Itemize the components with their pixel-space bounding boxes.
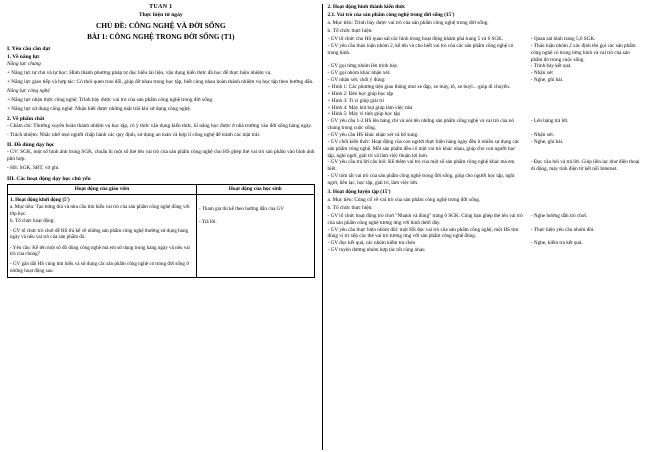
- general-competency-item-2: + Năng lực giao tiếp và hợp tác: Có thói quen trao đổi, giúp đỡ nhau trong học tập, biết cùng nhau hoàn thành nhiệm vụ học tập theo hướng dẫn.: [7, 79, 314, 86]
- teacher-step: - GV tóm tắt vai trò của sản phẩm công nghệ trong đời sống, giúp cho người học tập, nghỉ ngơi, liên lạc, học tập, giải trí, làm việc lớn.: [327, 173, 515, 186]
- activity-warmup-goal: a. Mục tiêu: Tạo hứng thú và nhu cầu tìm hiểu vai trò của sản phẩm công nghệ đúng với lớp học.: [10, 204, 190, 217]
- table-row: [328, 43, 644, 64]
- tech-competency-label: Năng lực công nghệ: [7, 88, 50, 95]
- activity-practice-heading: 3. Hoạt động luyện tập (15'): [327, 188, 391, 195]
- teacher-activity-cell: [8, 195, 197, 277]
- week-label: TUẦN 1: [149, 4, 173, 10]
- teacher-step: + Hình 1: Các phương tiện giao thông như xe đạp, xe máy, tô, xe buýt... giúp di chuyển.: [327, 83, 511, 90]
- table-row: [328, 132, 644, 139]
- student-step: [527, 111, 644, 118]
- table-row: [328, 159, 644, 173]
- general-competency-item-1: + Năng lực tự chủ và tự học: Hình thành phương pháp tự đọc hiểu tài liệu, vận dụng kiến thức đã học để thực hiện nhiệm vụ.: [7, 70, 272, 77]
- teacher-step: + Hình 3: Ti vi giúp giải trí: [327, 97, 384, 104]
- right-column: [324, 4, 646, 450]
- column-divider: [322, 4, 323, 450]
- teacher-step: - GV yêu cầu thảo luận nhóm 2, kể tên và cho biết vai trò của các sản phẩm công nghệ có trong hình.: [327, 42, 514, 56]
- student-step: [527, 84, 644, 91]
- teacher-step: - GV chốt kiến thức: Hoạt động của con người thực hiện hàng ngày đều ít nhiều sự dụng các sản phẩm công nghệ. Mỗi sản phẩm đều có một vai trò khác nhau, giúp cho con người học tập, nghỉ ngơi, giải trí và làm việc thuận lợi hơn.: [327, 138, 520, 159]
- practice-activity-table: [328, 213, 644, 254]
- table-row: [328, 247, 644, 254]
- teacher-step: - GV yêu cầu 1-2 HS lên bảng chỉ và nói tên những sản phẩm công nghệ và vai trò của nó chúng trong cuộc sống.: [327, 118, 514, 132]
- table-row: [328, 36, 644, 43]
- student-step: - Trình bày kết quả: [530, 63, 571, 70]
- student-step: [527, 91, 644, 98]
- student-step: [527, 247, 644, 254]
- teacher-step: - GV tổ chức cho HS quan sát các hình trong hoạt động khám phá trang 5 và 6 SGK.: [327, 35, 504, 42]
- teacher-step: - GV đọc kết quả, các nhóm kiểm tra chéo: [327, 240, 416, 247]
- table-row: [328, 227, 644, 241]
- student-step: [527, 98, 644, 105]
- teacher-step: - GV gọi nhóm khác nhận xét.: [327, 70, 391, 77]
- quality-item-2: - Trách nhiệm: Nhắc nhở mọi người chấp hành các quy định, sử dụng an toàn và hợp lí công nghệ để tránh các mặt trái.: [7, 131, 261, 138]
- lesson-title: BÀI 1: CÔNG NGHỆ TRONG ĐỜI SỐNG (T1): [87, 33, 235, 41]
- student-step: - Đọc câu hỏi và trả lời. Giúp liên lạc như điện thoại di động, máy tính điện tử kết nối Internet.: [530, 159, 640, 173]
- subsection-competency-heading: 1. Về năng lực: [7, 54, 40, 60]
- table-row: [328, 98, 644, 105]
- teacher-step: - GV tuyên dương nhóm hợp tác tốt cùng nhau: [327, 247, 425, 254]
- activity-practice-organize: b. Tổ chức thực hiện:: [327, 204, 373, 211]
- student-step: - Lên bảng trả lời.: [530, 118, 569, 125]
- student-step: - Nhận xét: [530, 70, 553, 77]
- col-header-student: Hoạt động của học sinh: [196, 184, 314, 195]
- teacher-step: - GV gọi từng nhóm lên trình bày.: [327, 63, 399, 70]
- teacher-step: + Hình 5: Máy vi tính giúp học tập: [327, 111, 400, 118]
- student-step: - Thảo luận nhóm 2 xác định tên gọi các sản phẩm công nghệ có trong từng hình và vai trò của sản phẩm đó trong cuộc sống.: [530, 42, 636, 63]
- table-row: [328, 105, 644, 112]
- tech-competency-item-2: + Năng lực sử dụng công nghệ: Nhận biết được những mặt trái khi sử dụng công nghệ.: [7, 106, 192, 113]
- teacher-step: - GV yêu cầu thực hiện nhóm đôi: một HS đọc vai trò của sản phẩm công nghệ, một HS tìm đúng vị trí xếp các thẻ vai trò tương ứng với sản phẩm công nghệ đúng.: [327, 226, 519, 240]
- student-step: [527, 173, 644, 187]
- col-header-teacher: Hoạt động của giáo viên: [8, 184, 197, 195]
- materials-teacher: - GV: SGK, một số hình ảnh trong SGK, chuẩn bị một số thẻ tên vai trò của sản phẩm công nghệ cho HS ghép thẻ vai trò sản phẩm vào hình ảnh phù hợp.: [7, 149, 315, 163]
- activity-role-goal: a. Mục tiêu: Trình bày được vai trò của sản phẩm công nghệ trong đời sống.: [327, 19, 489, 26]
- left-column: [4, 4, 321, 450]
- table-row: [328, 139, 644, 160]
- table-row: [328, 91, 644, 98]
- teacher-step: + Hình 2: Đèn học giúp học tập: [327, 90, 394, 97]
- student-step: - Nghe, ghi bài.: [530, 77, 564, 84]
- activity-warmup-organize: b. Tổ chức hoạt động:: [10, 217, 55, 224]
- table-row: [328, 84, 644, 91]
- activities-table: [7, 184, 315, 278]
- student-step: - Nghe, ghi bài.: [530, 138, 564, 145]
- teacher-step: + Hình 4: Máy hút bụi giúp làm việc nhà: [327, 104, 413, 111]
- student-response-1: - Tham gia thi kể theo hướng dẫn của GV: [198, 205, 284, 212]
- table-row: [328, 173, 644, 187]
- teacher-step: - GV nhận xét, chốt ý đúng:: [327, 77, 386, 84]
- activity-role-heading: 2.1. Vai trò của sản phẩm công nghệ trong đời sống (15'): [327, 11, 455, 18]
- teacher-step: - GV yêu cầu trả lời câu hỏi: Kể thêm vai trò của một số sản phẩm công nghệ khác mà em biết.: [327, 159, 515, 173]
- date-line: Thực hiện từ ngày: [138, 12, 183, 18]
- teacher-step: - GV yêu cầu HS khác nhận xét và bổ sung.: [327, 131, 419, 138]
- activity-warmup-title: 1. Hoạt động khởi động (5'): [10, 196, 70, 203]
- student-step: - Nhận xét.: [530, 131, 555, 138]
- activity-warmup-step-2: - Yêu cầu: Kể tên một số đồ dùng công nghệ mà em sử dụng trong hàng ngày và nêu vai trò của chúng?: [10, 244, 190, 258]
- materials-student: - HS: SGK, SBT, vở ghi.: [7, 165, 60, 172]
- table-row: [8, 195, 315, 277]
- teacher-step: - GV tổ chức hoạt động trò chơi "Nhanh và đúng" trang 6 SGK. Cùng bạn ghép thẻ tên vai trò của sản phẩm công nghệ tương ứng với hình dưới đây.: [327, 212, 523, 226]
- table-row: [328, 77, 644, 84]
- student-step: [527, 105, 644, 112]
- student-step: - Thực hiện yêu cầu nhóm đôi.: [530, 226, 595, 233]
- general-competency-label: Năng lực chung: [7, 61, 41, 67]
- student-step: - Nghe hướng dẫn trò chơi.: [530, 212, 588, 219]
- student-step: - Quan sát hình trang 5,6 SGK.: [530, 35, 596, 42]
- activity-warmup-step-1: - GV tổ chức trò chơi để HS thi kể về những sản phẩm công nghệ thường sử dụng hàng ngày và nêu vai trò của sản phẩm đó.: [10, 227, 189, 241]
- table-row: [328, 63, 644, 70]
- table-header-row: [8, 184, 315, 195]
- section-activities-heading: III. Các hoạt động dạy học chủ yếu: [7, 175, 91, 182]
- student-activity-cell: [196, 195, 314, 277]
- table-row: [328, 118, 644, 132]
- activity-knowledge-heading: 2. Hoạt động hình thành kiến thức: [327, 4, 406, 10]
- role-activity-table: [328, 36, 644, 187]
- topic-title: CHỦ ĐỀ: CÔNG NGHỆ VÀ ĐỜI SỐNG: [95, 21, 226, 30]
- activity-role-organize: b. Tổ chức thực hiện:: [327, 27, 373, 34]
- table-row: [328, 213, 644, 227]
- student-response-2: - Trả lời.: [198, 219, 217, 226]
- tech-competency-item-1: + Năng lực nhận thức công nghệ: Trình bày được vai trò của sản phẩm công nghệ trong đời sống.: [7, 97, 214, 104]
- activity-warmup-step-3: - GV gắn dãi HS cùng tìm hiểu và sử dụng các sản phẩm công nghệ có trong đời sống ở những hoạt động sau.: [10, 261, 189, 274]
- student-step: - Nghe, kiểm tra kết quả.: [530, 240, 583, 247]
- quality-item-1: - Chăm chỉ: Thường xuyên hoàn thành nhiệm vụ học tập, có ý thức vận dụng kiến thức, kĩ năng học được ở nhà trường vào đời sống hàng ngày.: [7, 122, 313, 129]
- subsection-quality-heading: 2. Về phẩm chất: [7, 115, 45, 122]
- section-requirements-heading: I. Yêu cầu cần đạt: [7, 46, 51, 52]
- activity-practice-goal: a. Mục tiêu: Củng cố về vai trò của sản phẩm công nghệ trong đời sống.: [327, 196, 481, 203]
- section-materials-heading: II. Đồ dùng dạy học: [7, 141, 55, 148]
